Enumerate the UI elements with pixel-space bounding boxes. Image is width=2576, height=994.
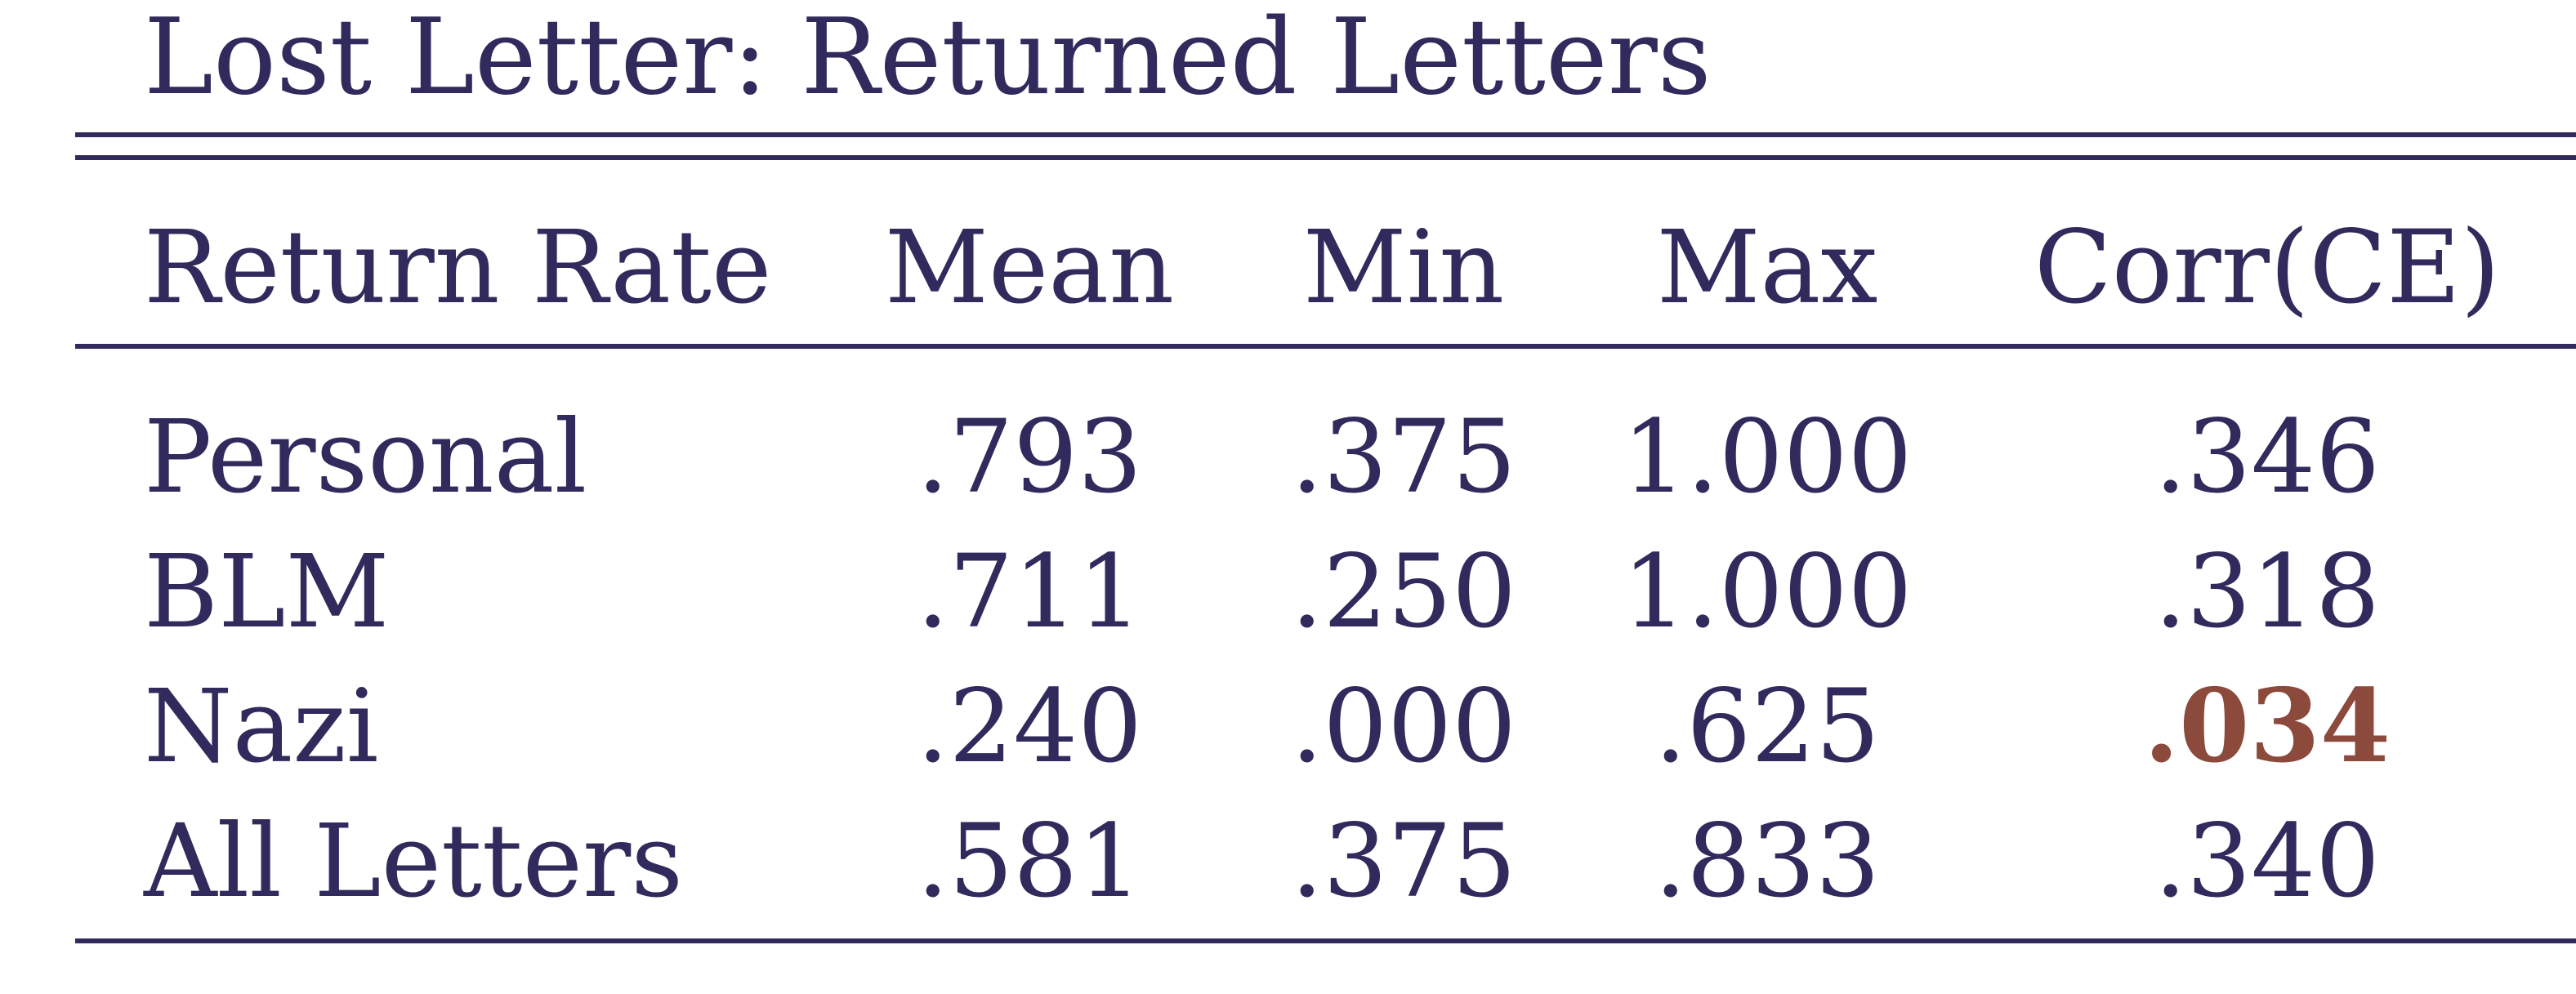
table-header-return-rate: Return Rate bbox=[144, 209, 772, 327]
cell-all-corr: .340 bbox=[2154, 803, 2381, 920]
row-label-all-letters: All Letters bbox=[144, 803, 683, 920]
cell-all-max: .833 bbox=[1654, 803, 1881, 920]
cell-personal-min: .375 bbox=[1290, 399, 1517, 516]
cell-nazi-corr-highlighted: .034 bbox=[2143, 667, 2391, 786]
table-header-corr: Corr(CE) bbox=[2034, 209, 2501, 327]
row-label-nazi: Nazi bbox=[144, 668, 379, 786]
cell-personal-max: 1.000 bbox=[1622, 399, 1913, 516]
cell-all-min: .375 bbox=[1290, 803, 1517, 920]
cell-personal-corr: .346 bbox=[2154, 399, 2381, 516]
cell-blm-mean: .711 bbox=[916, 533, 1143, 651]
bottom-rule bbox=[75, 938, 2576, 943]
cell-all-mean: .581 bbox=[916, 803, 1143, 920]
top-rule-2 bbox=[75, 155, 2576, 160]
cell-nazi-min: .000 bbox=[1290, 668, 1517, 786]
table-header-mean: Mean bbox=[884, 209, 1175, 327]
header-rule bbox=[75, 344, 2576, 349]
cell-nazi-max: .625 bbox=[1654, 668, 1881, 786]
cell-nazi-mean: .240 bbox=[916, 668, 1143, 786]
row-label-personal: Personal bbox=[144, 399, 587, 516]
row-label-blm: BLM bbox=[144, 533, 390, 651]
table-header-max: Max bbox=[1656, 209, 1878, 327]
top-rule-1 bbox=[75, 132, 2576, 137]
cell-blm-max: 1.000 bbox=[1622, 533, 1913, 651]
table-header-min: Min bbox=[1302, 209, 1505, 327]
cell-personal-mean: .793 bbox=[916, 399, 1143, 516]
cell-blm-min: .250 bbox=[1290, 533, 1517, 651]
page-title: Lost Letter: Returned Letters bbox=[144, 0, 1712, 118]
cell-blm-corr: .318 bbox=[2154, 533, 2381, 651]
